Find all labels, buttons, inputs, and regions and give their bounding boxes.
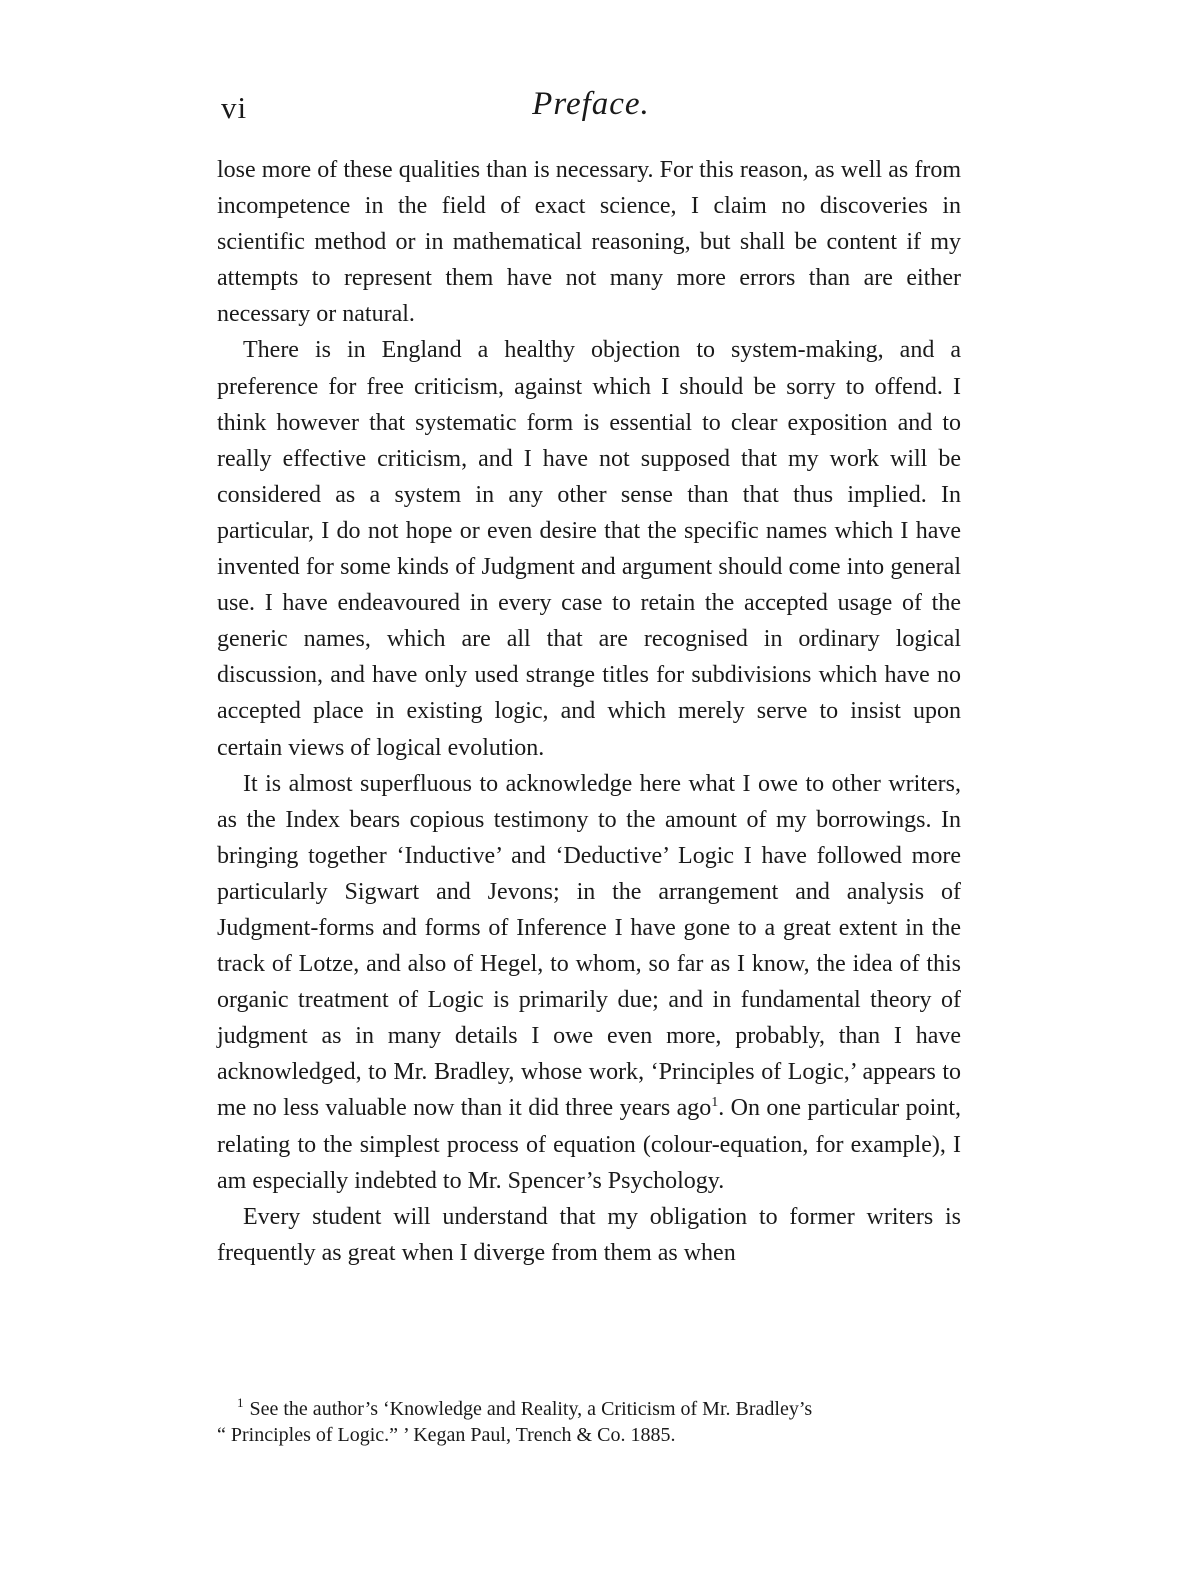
- paragraph-4: Every student will understand that my obligation to former writers is frequently as great when I diverge from them as when: [217, 1203, 961, 1266]
- footnote-reference: 1: [711, 1095, 719, 1111]
- footnote-line-2: “ Principles of Logic.” ’ Kegan Paul, Trench & Co. 1885.: [217, 1424, 676, 1446]
- paragraph-3-text-b: . On one particular point, relating to the simplest process of equation (colour-equation, for example), I am especially indebted to Mr. Spencer’s Psychology.: [217, 1095, 962, 1194]
- page-header: [221, 86, 961, 136]
- page-number: vi: [221, 90, 248, 125]
- footnote: [217, 1396, 961, 1448]
- running-title: Preface.: [532, 86, 650, 122]
- body-text: [217, 152, 961, 1271]
- paragraph-2: There is in England a healthy objection to system-making, and a preference for free criticism, against which I should be sorry to offend. I think however that systematic form is essential to clear exposition and to really effective criticism, and I have not supposed that my work will be considered as a system in any other sense than that thus implied. In particular, I do not hope or even desire that the specific names which I have invented for some kinds of Judgment and argument should come into general use. I have endeavoured in every case to retain the accepted usage of the generic names, which are all that are recognised in ordinary logical discussion, and have only used strange titles for subdivisions which have no accepted place in existing logic, and which merely serve to insist upon certain views of logical evolution.: [217, 337, 961, 761]
- paragraph-1: lose more of these qualities than is necessary. For this reason, as well as from incompetence in the field of exact science, I claim no discoveries in scientific method or in mathematical reasoning, but shall be content if my attempts to represent them have not many more errors than are either necessary or natural.: [217, 157, 961, 328]
- paragraph-3-text-a: It is almost superfluous to acknowledge here what I owe to other writers, as the Index bears copious testimony to the amount of my borrowings. In bringing together ‘Inductive’ and ‘Deductive’ Logic I have followed more particularly Sigwart and Jevons; in the arrangement and analysis of Judgment-forms and forms of Inference I have gone to a great extent in the track of Lotze, and also of Hegel, to whom, so far as I know, the idea of this organic treatment of Logic is primarily due; and in fundamental theory of judgment as in many details I owe even more, probably, than I have acknowledged, to Mr. Bradley, whose work, ‘Principles of Logic,’ appears to me no less valuable now than it did three years ago: [217, 770, 961, 1122]
- paragraph-3: [217, 766, 961, 1199]
- footnote-line-1: [217, 1396, 961, 1422]
- footnote-text-1: See the author’s ‘Knowledge and Reality, a Criticism of Mr. Bradley’s: [249, 1398, 813, 1420]
- footnote-marker: 1: [237, 1395, 244, 1411]
